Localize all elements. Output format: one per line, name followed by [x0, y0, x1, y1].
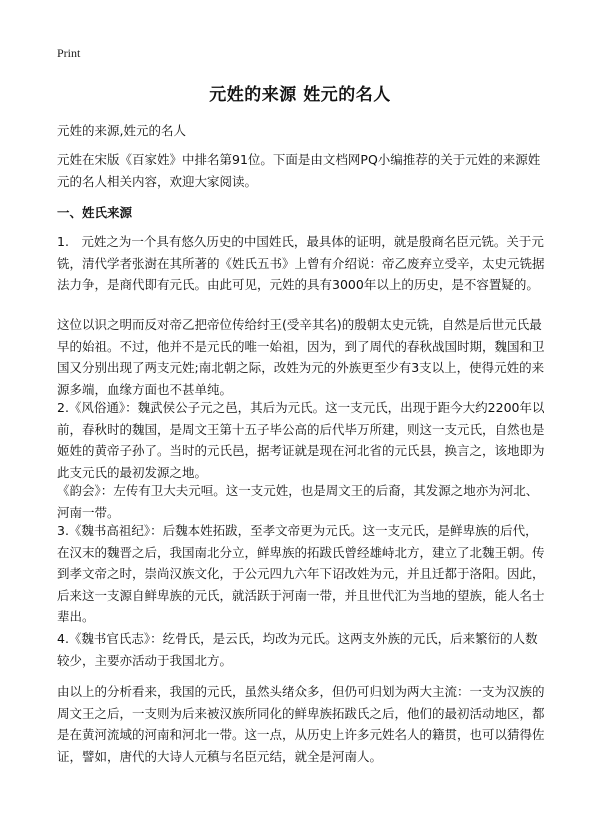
- paragraph-1: 1. 元姓之为一个具有悠久历史的中国姓氏，最具体的证明，就是殷商名臣元铣。关于元铣，清代学者张澍在其所著的《姓氏五书》上曾有介绍说：帝乙废弃立受辛，太史元铣据法力争，是商代即有元氏。由此可见，元姓的具有3000年以上的历史，是不容置疑的。: [57, 234, 545, 292]
- section-heading: 一、姓氏来源: [57, 205, 133, 220]
- page-title: 元姓的来源 姓元的名人: [209, 85, 391, 105]
- paragraph-3: 2.《风俗通》：魏武侯公子元之邑，其后为元氏。这一支元氏，出现于距今大约2200年以前，春秋时的魏国，是周文王第十五子毕公高的后代毕万所建，则这一支元氏，自然也是姬姓的黄帝子孙了。当时的元氏邑，据考证就是现在河北省的元氏县，换言之，该地即为此支元氏的最初发源之地。: [57, 400, 545, 480]
- intro-paragraph: 元姓在宋版《百家姓》中排名第91位。下面是由文档网PQ小编推荐的关于元姓的来源姓元的名人相关内容，欢迎大家阅读。: [57, 152, 541, 189]
- document-subtitle: 元姓的来源,姓元的名人: [57, 123, 186, 138]
- paragraph-4: 《韵会》：左传有卫大夫元咺。这一支元姓，也是周文王的后裔，其发源之地亦为河北、河南一带。: [57, 483, 539, 520]
- paragraph-5: 3.《魏书高祖纪》：后魏本姓拓跋，至孝文帝更为元氏。这一支元氏，是鲜卑族的后代，在汉末的魏晋之后，我国南北分立，鲜卑族的拓跋氏曾经雄峙北方，建立了北魏王朝。传到孝文帝之时，崇尚汉族文化，于公元四九六年下诏改姓为元，并且迁都于洛阳。因此，后来这一支源自鲜卑族的元氏，就活跃于河南一带，并且世代汇为当地的望族，能人名士辈出。: [57, 523, 545, 624]
- paragraph-6: 4.《魏书官氏志》：纥骨氏，是云氏，均改为元氏。这两支外族的元氏，后来繁衍的人数较少，主要亦活动于我国北方。: [57, 631, 538, 668]
- paragraph-2: 这位以识之明而反对帝乙把帝位传给纣王(受辛其名)的殷朝太史元铣，自然是后世元氏最早的始祖。不过，他并不是元氏的唯一始祖，因为，到了周代的春秋战国时期，魏国和卫国又分别出现了两支元姓;南北朝之际，改姓为元的外族更至少有3支以上，使得元姓的来源多端，血缘方面也不甚单纯。: [57, 317, 545, 397]
- paragraph-7: 由以上的分析看来，我国的元氏，虽然头绪众多，但仍可归划为两大主流：一支为汉族的周文王之后，一支则为后来被汉族所同化的鲜卑族拓跋氏之后，他们的最初活动地区，都是在黄河流域的河南和河北一带。这一点，从历史上许多元姓名人的籍贯，也可以猜得佐证，譬如，唐代的大诗人元稹与名臣元结，就全是河南人。: [57, 684, 545, 764]
- print-link[interactable]: Print: [57, 46, 81, 60]
